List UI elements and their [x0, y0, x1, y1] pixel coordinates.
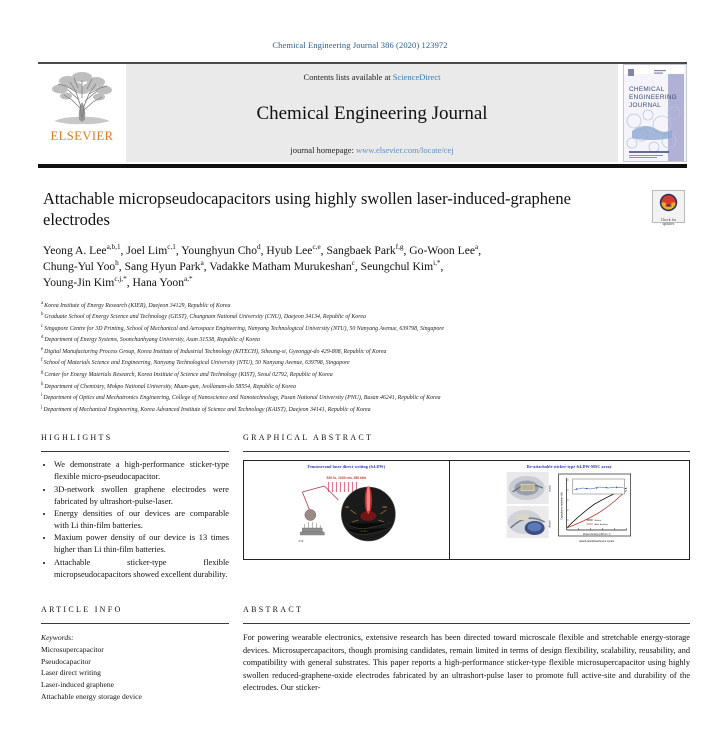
- abstract-column: [243, 605, 690, 703]
- elsevier-logo: [38, 64, 126, 162]
- affiliation-list: [41, 300, 690, 415]
- affiliation-marker: c: [41, 323, 44, 329]
- affiliation-item: [41, 346, 690, 358]
- affiliation-text: Department of Energy Systems, Soonchunhyang University, Asan 31538, Republic of Korea: [44, 337, 260, 344]
- affiliation-marker: j: [41, 404, 43, 410]
- laser-writing-schematic: [244, 470, 449, 550]
- stage-label: XYZ: [298, 539, 304, 543]
- affiliation-text: Digital Manufacturing Process Group, Korea Institute of Industrial Technology (KITECH), Siheung-si, Gyeonggi-do 429-808, Republic of Korea: [44, 348, 387, 355]
- keyword-item: Attachable energy storage device: [41, 691, 142, 701]
- contents-prefix-text: Contents lists available at: [303, 72, 393, 82]
- masthead-bottom-rule: [38, 164, 687, 168]
- affiliation-marker: a: [41, 300, 44, 306]
- article-info-rule: [41, 623, 229, 624]
- performance-plot: [558, 474, 630, 543]
- affiliation-marker: i: [41, 393, 43, 399]
- affiliation-text: Graduate School of Energy Science and Technology (GEST), Chungnam National University (CNU), Daejeon 34134, Republic of Korea: [44, 314, 366, 321]
- article-info-column: [41, 605, 229, 703]
- journal-title: Chemical Engineering Journal: [256, 102, 488, 124]
- affiliation-marker: b: [41, 312, 44, 318]
- graphical-abstract-rule: [243, 451, 690, 452]
- plot-inset: [572, 479, 624, 494]
- crossmark-label-line2: updates: [662, 222, 675, 227]
- laser-parameters-label: 520 fs, 1030 nm, 350 kHz: [326, 475, 367, 480]
- affiliation-marker: e: [41, 346, 44, 352]
- affiliation-item: [41, 334, 690, 346]
- highlight-item: • Maxium power density of our device is 13 times higher than Li thin-film batteries.: [54, 532, 229, 556]
- photo-label-2: detach: [548, 519, 552, 528]
- author-list: [43, 243, 677, 291]
- author-line-3: Young-Jin Kim$^{c,j,*}$, Hana Yoon$^{a,*}$: [43, 274, 193, 289]
- affiliation-marker: g: [41, 370, 44, 376]
- affiliation-marker: h: [41, 381, 44, 387]
- device-photo-bottom: [506, 506, 548, 538]
- affiliation-text: School of Materials Science and Engineering, Nanyang Technological University (NTU), 50 Nanyang Avenue, 639798, Singapore: [43, 360, 350, 367]
- author-line-2: Chung-Yul Yoo$^h$, Sang Hyun Park$^a$, Vadakke Matham Murukeshan$^c$, Seungchul Kim$^{i,*}$,: [43, 259, 444, 273]
- affiliation-item: [41, 392, 690, 404]
- affiliation-item: [41, 369, 690, 381]
- svg-text:ENGINEERING: ENGINEERING: [629, 94, 678, 101]
- keyword-item: Laser-induced graphene: [41, 680, 115, 690]
- affiliation-marker: d: [41, 335, 44, 341]
- author-line-1: Yeong A. Lee$^{a,b,1}$, Joel Lim$^{c,1}$, Younghyun Cho$^d$, Hyub Lee$^{c,e}$, Sangbaek Park$^{f,g}$, Go-Woon Lee$^a$,: [43, 243, 482, 257]
- ga-right-caption: Re-attachable sticker-type fsLDW-MSC array: [526, 463, 612, 469]
- affiliation-text: Department of Mechanical Engineering, Korea Advanced Institute of Science and Technology (KAIST), Daejeon 34141, Republic of Korea: [43, 406, 371, 413]
- highlight-item: • 3D-network swollen graphene electrodes were fabricated by ultrashort-pulse-laser.: [54, 484, 229, 508]
- journal-cover-image: [624, 65, 684, 161]
- article-info-abstract-row: [41, 605, 690, 703]
- journal-homepage-link[interactable]: www.elsevier.com/locate/cej: [355, 145, 454, 155]
- affiliation-item: [41, 357, 690, 369]
- highlights-list: [41, 459, 229, 581]
- highlight-item: • Energy densities of our devices are comparable with Li thin-film batteries.: [54, 508, 229, 532]
- running-head: Chemical Engineering Journal 386 (2020) 123972: [272, 40, 448, 50]
- highlights-graphical-row: [41, 433, 690, 581]
- article-title: Attachable micropseudocapacitors using highly swollen laser-induced-graphene electrodes: [43, 189, 571, 230]
- tree-ground: [54, 117, 110, 124]
- ga-right-panel: [450, 461, 689, 559]
- affiliation-item: [41, 300, 690, 312]
- affiliation-item: [41, 404, 690, 416]
- abstract-rule: [243, 623, 690, 624]
- affiliation-item: [41, 323, 690, 335]
- affiliation-text: Korea Institute of Energy Research (KIER), Daejeon 34129, Republic of Korea: [44, 302, 231, 309]
- contents-available-line: [304, 72, 441, 82]
- article-info-heading: ARTICLE INFO: [41, 605, 123, 615]
- affiliation-item: [41, 311, 690, 323]
- device-photo-top: [506, 472, 548, 504]
- elsevier-wordmark: ELSEVIER: [50, 129, 114, 143]
- affiliation-item: [41, 381, 690, 393]
- journal-cover-thumbnail[interactable]: [623, 64, 687, 162]
- sciencedirect-link[interactable]: ScienceDirect: [392, 72, 441, 82]
- homepage-prefix-text: journal homepage:: [290, 145, 356, 155]
- plot-ylabel: Capacitance retention (%): [560, 491, 564, 520]
- svg-text:After bending: After bending: [594, 523, 608, 526]
- highlight-item: • Attachable sticker-type flexible micropseudocapacitors showed excellent durability.: [54, 557, 229, 581]
- keyword-item: Microsupercapacitor: [41, 644, 104, 654]
- elsevier-tree-icon: [46, 68, 118, 128]
- crossmark-badge[interactable]: [652, 190, 685, 227]
- svg-text:JOURNAL: JOURNAL: [629, 102, 661, 109]
- graphical-abstract-column: [243, 433, 690, 581]
- journal-homepage-line: [290, 145, 453, 155]
- graphical-abstract-figure[interactable]: [243, 460, 690, 560]
- plot-xlabel: Power density (mW cm⁻²): [582, 532, 611, 536]
- annotation-left: GO: [345, 505, 350, 509]
- highlights-rule: [41, 451, 229, 452]
- contents-panel: [126, 64, 618, 162]
- plot-caption: attachment/detachment cycles: [578, 539, 614, 543]
- title-block: [43, 188, 685, 231]
- lens-element: [305, 509, 316, 520]
- affiliation-text: Center for Energy Materials Research, Korea Institute of Science and Technology (KIST), Seoul 02792, Republic of Korea: [44, 371, 333, 378]
- highlights-column: [41, 433, 229, 581]
- keywords-label: Keywords:: [41, 633, 74, 643]
- keywords-block: [41, 632, 229, 703]
- highlight-item: • We demonstrate a high-performance sticker-type flexible micro-pseudocapacitor.: [54, 459, 229, 483]
- crossmark-label: [653, 218, 684, 227]
- crossmark-icon: [659, 193, 678, 212]
- abstract-text: For powering wearable electronics, extensive research has been directed toward microscale flexible and stretchable energy-storage devices. Microsupercapacitors, though promising candidates, remain limited in terms of design flexibility, scalability, reusability, and compatibility with general substrates. This paper reports a high-performance sticker-type flexible microsupercapacitor using highly swollen reduced-graphene-oxide electrodes fabricated by an ultrashort-pulse laser to promote full active-site and durability of the electrodes. Our sticker-: [243, 633, 690, 693]
- ga-left-panel: [244, 461, 450, 559]
- affiliation-text: Department of Optics and Mechatronics Engineering, College of Nanoscience and Nanotechnology, Pusan National University (PNU), Busan 46241, Republic of Korea: [43, 395, 441, 402]
- journal-masthead: [38, 62, 687, 162]
- graphical-abstract-heading: GRAPHICAL ABSTRACT: [243, 433, 374, 443]
- svg-text:CHEMICAL: CHEMICAL: [629, 86, 665, 93]
- annotation-right: rGO: [382, 505, 387, 509]
- ga-left-caption: Femtosecond laser direct writing (fsLDW): [307, 463, 386, 469]
- crossmark-label-line1: Check for: [660, 218, 677, 222]
- highlights-heading: HIGHLIGHTS: [41, 433, 113, 443]
- svg-text:Before: Before: [594, 519, 601, 522]
- keyword-item: Pseudocapacitor: [41, 656, 91, 666]
- abstract-heading: ABSTRACT: [243, 605, 304, 615]
- keyword-item: Laser direct writing: [41, 668, 101, 678]
- affiliation-marker: f: [41, 358, 43, 364]
- affiliation-text: Singapore Centre for 3D Printing, School of Mechanical and Aerospace Engineering, Nanyang Technological University (NTU), 50 Nanyang Avenue, 639798, Singapore: [44, 325, 444, 332]
- device-photos-and-plot: [450, 470, 689, 550]
- affiliation-text: Department of Chemistry, Mokpo National University, Muan-gun, Jeollanam-do 58554, Republic of Korea: [44, 383, 296, 390]
- photo-label-1: attach: [548, 484, 552, 492]
